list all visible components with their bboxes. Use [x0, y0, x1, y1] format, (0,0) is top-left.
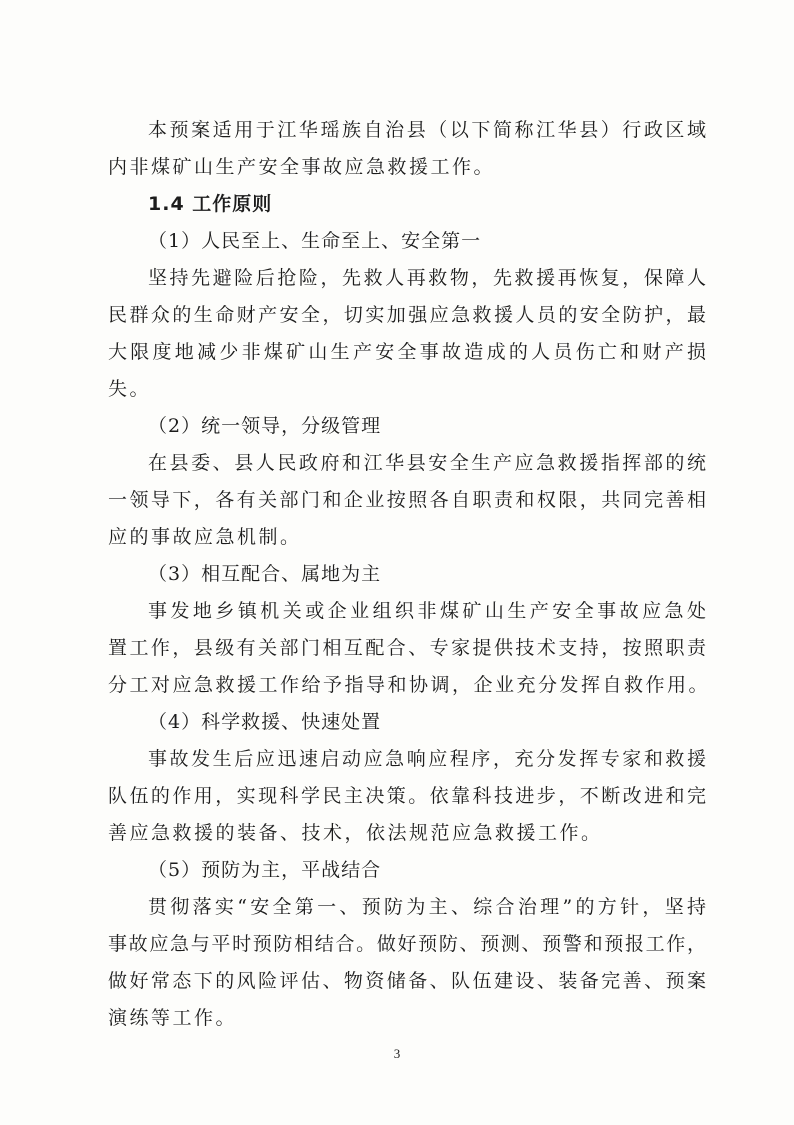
principle-title — [108, 223, 706, 260]
principle-title — [108, 704, 706, 741]
text-line: （5）预防为主，平战结合 — [148, 859, 382, 881]
text-line: 做好常态下的风险评估、物资储备、队伍建设、装备完善、预案 — [108, 970, 706, 992]
text-line: 1.4 工作原则 — [148, 193, 273, 215]
text-line: 应的事故应急机制。 — [108, 526, 302, 548]
text-line: 坚持先避险后抢险，先救人再救物，先救援再恢复，保障人 — [148, 267, 706, 289]
principle-title — [108, 852, 706, 889]
paragraph — [108, 445, 706, 556]
principle-title — [108, 408, 706, 445]
text-line: 在县委、县人民政府和江华县安全生产应急救援指挥部的统 — [148, 452, 706, 474]
text-line: （1）人民至上、生命至上、安全第一 — [148, 230, 482, 252]
text-line: 事发地乡镇机关或企业组织非煤矿山生产安全事故应急处 — [148, 600, 706, 622]
paragraph — [108, 889, 706, 1037]
text-line: 演练等工作。 — [108, 1007, 238, 1029]
section-heading — [108, 186, 706, 223]
text-line: 分工对应急救援工作给予指导和协调，企业充分发挥自救作用。 — [108, 674, 711, 696]
paragraph — [108, 260, 706, 408]
text-line: 失。 — [108, 378, 152, 400]
text-line: （2）统一领导，分级管理 — [148, 415, 382, 437]
text-line: （3）相互配合、属地为主 — [148, 563, 382, 585]
text-line: 置工作，县级有关部门相互配合、专家提供技术支持，按照职责 — [108, 637, 706, 659]
document-body — [108, 112, 711, 1037]
text-line: 队伍的作用，实现科学民主决策。依靠科技进步，不断改进和完 — [108, 785, 706, 807]
page-number: 3 — [393, 1046, 401, 1061]
text-line: 事故应急与平时预防相结合。做好预防、预测、预警和预报工作， — [108, 933, 706, 955]
paragraph — [108, 593, 711, 704]
text-line: 内非煤矿山生产安全事故应急救援工作。 — [108, 156, 496, 178]
principle-title — [108, 556, 706, 593]
text-line: （4）科学救援、快速处置 — [148, 711, 382, 733]
text-line: 大限度地减少非煤矿山生产安全事故造成的人员伤亡和财产损 — [108, 341, 706, 363]
text-line: 本预案适用于江华瑶族自治县（以下简称江华县）行政区域 — [148, 119, 706, 141]
paragraph — [108, 112, 706, 186]
text-line: 善应急救援的装备、技术，依法规范应急救援工作。 — [108, 822, 603, 844]
text-line: 一领导下，各有关部门和企业按照各自职责和权限，共同完善相 — [108, 489, 706, 511]
text-line: 事故发生后应迅速启动应急响应程序，充分发挥专家和救援 — [148, 748, 706, 770]
text-line: 民群众的生命财产安全，切实加强应急救援人员的安全防护，最 — [108, 304, 706, 326]
paragraph — [108, 741, 706, 852]
text-line: 贯彻落实“安全第一、预防为主、综合治理”的方针，坚持 — [148, 896, 706, 918]
